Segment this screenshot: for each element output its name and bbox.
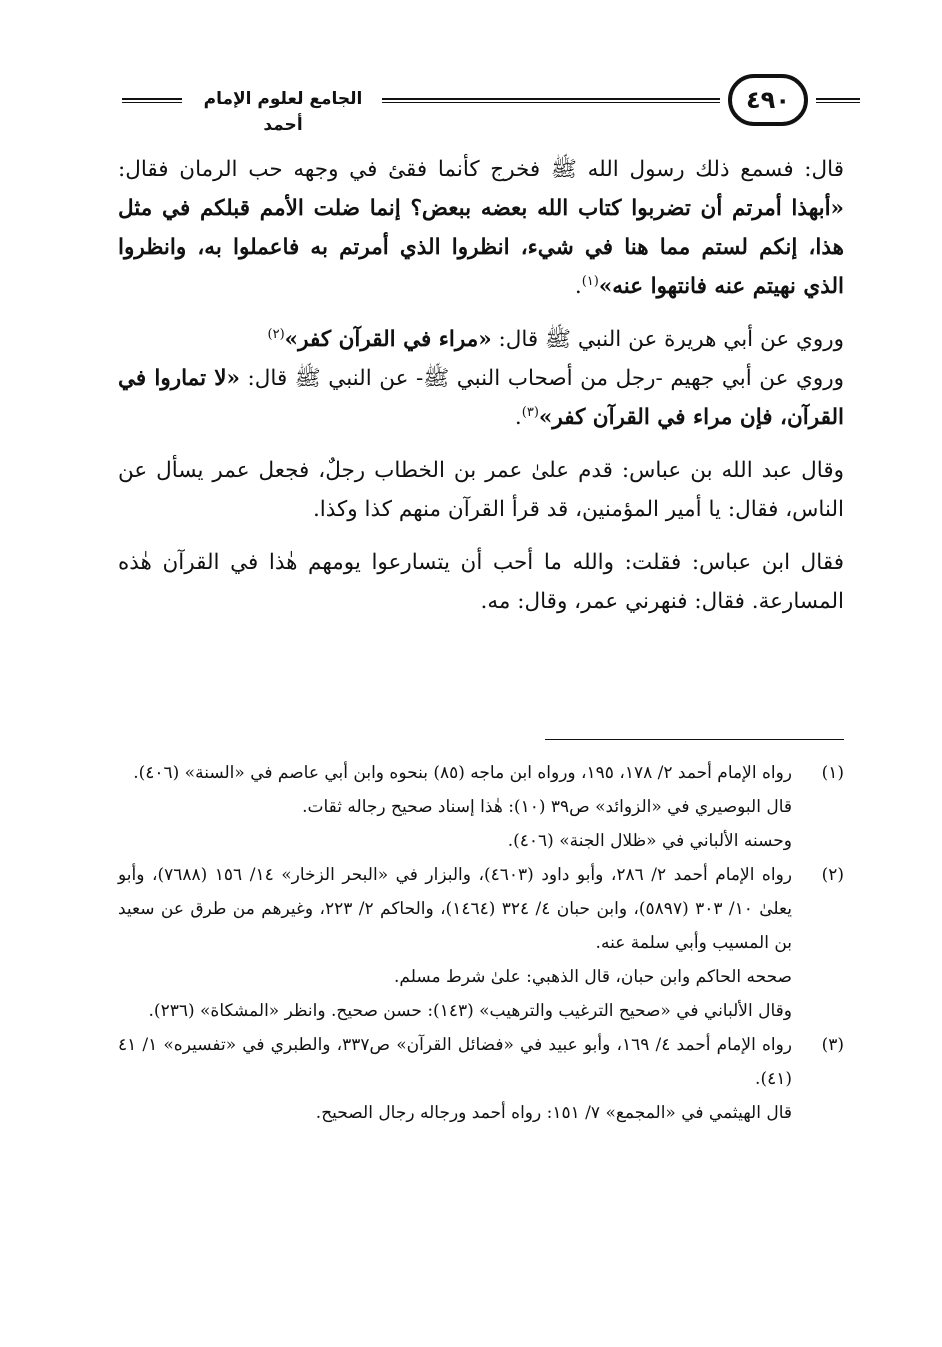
footnote-separator <box>545 739 844 740</box>
running-title: الجامع لعلوم الإمام أحمد <box>203 89 363 135</box>
footnote-line: رواه الإمام أحمد ٤/ ١٦٩، وأبو عبيد في «فضائل القرآن» ص٣٣٧، والطبري في «تفسيره» ١/ ٤١ (٤١). <box>118 1035 792 1089</box>
header-rule-left <box>122 98 182 103</box>
footnote-ref-1[interactable]: (١) <box>581 273 599 289</box>
paragraph-2 <box>118 320 844 359</box>
footnote-line: رواه الإمام أحمد ٢/ ٢٨٦، وأبو داود (٤٦٠٣)، والبزار في «البحر الزخار» ١٤/ ١٥٦ (٧٦٨٨)، وأبو يعلىٰ ١٠/ ٣٠٣ (٥٨٩٧)، وابن حبان ٤/ ٣٢٤ (١٤٦٤)، والحاكم ٢/ ٢٢٣، وغيرهم من طرق عن سعيد بن المسيب وأبي سلمة عنه. <box>118 865 792 953</box>
footnote-number: (٢) <box>821 865 844 885</box>
footnote-line: صححه الحاكم وابن حبان، قال الذهبي: علىٰ شرط مسلم. <box>394 967 792 987</box>
running-header <box>100 72 860 134</box>
footnote-ref-2[interactable]: (٢) <box>267 326 285 342</box>
footnote-number: (١) <box>821 763 844 783</box>
footnote-1 <box>118 756 844 858</box>
header-rule-right <box>816 98 860 103</box>
paragraph-3-intro: وروي عن أبي جهيم -رجل من أصحاب النبي ﷺ- عن النبي ﷺ قال: <box>247 366 844 391</box>
paragraph-2-intro: وروي عن أبي هريرة عن النبي ﷺ قال: <box>498 327 844 352</box>
footnote-2 <box>118 858 844 1028</box>
main-text <box>118 150 844 621</box>
hadith-quote-2: «مراء في القرآن كفر» <box>284 327 492 352</box>
footnote-number: (٣) <box>821 1035 844 1055</box>
footnote-line: قال البوصيري في «الزوائد» ص٣٩ (١٠): هٰذا إسناد صحيح رجاله ثقات. <box>302 797 792 817</box>
paragraph-5: فقال ابن عباس: فقلت: والله ما أحب أن يتسارعوا يومهم هٰذا في القرآن هٰذه المسارعة. فقال: فنهرني عمر، وقال: مه. <box>118 550 844 614</box>
footnote-ref-3[interactable]: (٣) <box>521 404 539 420</box>
hadith-quote-3: «لا تماروا في القرآن، فإن مراء في القرآن كفر» <box>118 366 844 430</box>
paragraph-3: وروي عن أبي جهيم -رجل من أصحاب النبي ﷺ- عن النبي ﷺ قال: «لا تماروا في القرآن، فإن مراء في القرآن كفر»$^{(٣)}$. <box>118 366 844 430</box>
footnote-line: وقال الألباني في «صحيح الترغيب والترهيب» (١٤٣): حسن صحيح. وانظر «المشكاة» (٢٣٦). <box>148 1001 792 1021</box>
paragraph-4: وقال عبد الله بن عباس: قدم علىٰ عمر بن الخطاب رجلٌ، فجعل عمر يسأل عن الناس، فقال: يا أمير المؤمنين، قد قرأ القرآن منهم كذا وكذا. <box>118 458 844 522</box>
paragraph-1-intro: قال: فسمع ذلك رسول الله ﷺ فخرج كأنما فقئ في وجهه حب الرمان فقال: <box>118 157 844 182</box>
footnote-line: وحسنه الألباني في «ظلال الجنة» (٤٠٦). <box>507 831 792 851</box>
footnote-line: قال الهيثمي في «المجمع» ٧/ ١٥١: رواه أحمد ورجاله رجال الصحيح. <box>315 1103 792 1123</box>
footnote-3 <box>118 1028 844 1130</box>
footnotes <box>118 756 844 1130</box>
header-rule-middle <box>382 98 720 103</box>
footnote-line: رواه الإمام أحمد ٢/ ١٧٨، ١٩٥، ورواه ابن ماجه (٨٥) بنحوه وابن أبي عاصم في «السنة» (٤٠٦). <box>133 763 792 783</box>
paragraph-1: قال: فسمع ذلك رسول الله ﷺ فخرج كأنما فقئ في وجهه حب الرمان فقال: «أبهذا أمرتم أن تضربوا كتاب الله بعضه ببعض؟ إنما ضلت الأمم قبلكم في مثل هذا، إنكم لستم مما هنا في شيء، انظروا الذي أمرتم به فاعملوا به، وانظروا الذي نهيتم عنه فانتهوا عنه»$^{(١)}$. <box>118 157 844 299</box>
page-number: ٤٩٠ <box>728 74 808 126</box>
hadith-quote-1: «أبهذا أمرتم أن تضربوا كتاب الله بعضه ببعض؟ إنما ضلت الأمم قبلكم في مثل هذا، إنكم لستم مما هنا في شيء، انظروا الذي أمرتم به فاعملوا به، وانظروا الذي نهيتم عنه فانتهوا عنه» <box>118 196 844 299</box>
